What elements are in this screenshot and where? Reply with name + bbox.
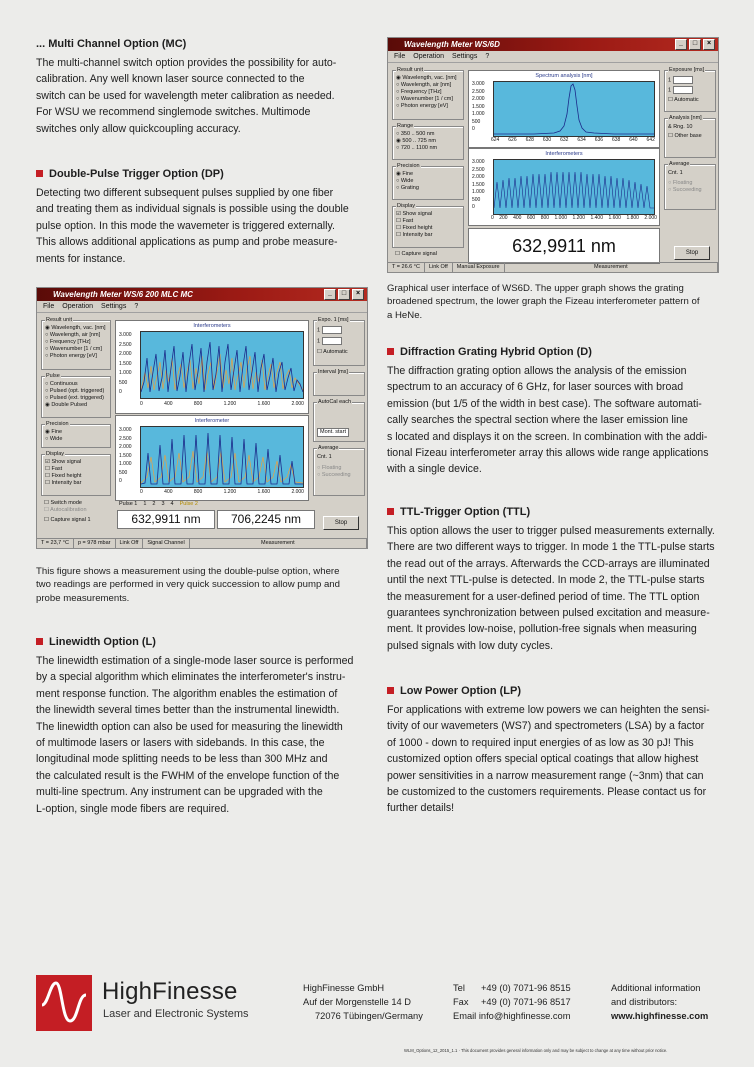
spectrum-peak [494,82,654,136]
window-titlebar: Wavelength Meter WS/6 200 MLC MC _ □ × [37,288,367,301]
document-footnote: WLM_Options_12_2015_1.1 · This document provides general information only and may be subject to change at any time without prior notice. [404,1048,668,1053]
caption-ws6d: Graphical user interface of WS6D. The upper graph shows the grating broadened spectrum, the lower graph the Fizeau interferometer pattern of a HeNe. [387,283,700,321]
bullet-square-icon [387,348,394,355]
company-address: HighFinesse GmbH Auf der Morgenstelle 14 D 72076 Tübingen/Germany [303,983,423,1021]
section-title: Double-Pulse Trigger Option (DP) [36,167,366,182]
group-result-unit: Result unit ◉ Wavelength, vac. [nm] ○ Wavelength, air [nm] ○ Frequency [THz] ○ Wavenumber [1 / cm] ○ Photon energy [eV] [41,320,111,370]
bullet-square-icon [36,638,43,645]
group-average: Average Cnt. 1 ○ Floating ○ Succeeding [313,448,365,496]
caption-double-pulse: This figure shows a measurement using the double-pulse option, where two readings are performed in very quick succession to allow pump and probe measurements. [36,566,340,604]
plot-spectrum-analysis: Spectrum analysis [nm] 3.000 2.500 2.000 1.500 1.000 500 0 624 626 628 630 632 634 636 638 640 642 [468,70,660,148]
window-titlebar: Wavelength Meter WS/6D _ □ × [388,38,718,51]
section-title: TTL-Trigger Option (TTL) [387,505,727,520]
section-title: Low Power Option (LP) [387,684,727,699]
close-icon: × [703,39,715,50]
menu-bar: File Operation Settings ? [388,51,718,63]
group-result-unit: Result unit ◉ Wavelength, vac. [nm] ○ Wavelength, air [nm] ○ Frequency [THz] ○ Wavenumber [1 / cm] ○ Photon energy [eV] [392,70,464,120]
fizeau-pattern [494,160,654,214]
email-link[interactable]: info@highfinesse.com [478,1011,571,1021]
minimize-icon: _ [324,289,336,300]
section-body: Detecting two different subsequent pulses supplied by one fiber and treating them as individual signals is possible using the double pulse option. In this mode the wavemeter is triggered externally. This allows additional applications as pump and probe measure- ments for instance. [36,187,349,265]
plot-interferometer: Interferometer 3.000 2.500 2.000 1.500 1.000 500 0 0 400 800 1.200 1.600 2.000 [115,415,309,501]
wavelength-readout: 632,9911 nm [468,228,660,264]
group-precision: Precision ◉ Fine ○ Wide ○ Grating [392,166,464,200]
section-low-power [387,684,727,817]
readout-pulse-1: 632,9911 nm [117,510,215,529]
brand-name: HighFinesse [102,978,238,1005]
group-analysis: Analysis [nm] & Rng. 10 ☐ Other base [664,118,716,158]
group-average: Average Cnt. 1 ○ Floating ○ Succeeding [664,164,716,210]
bullet-square-icon [387,687,394,694]
section-dp [36,167,366,267]
website-link[interactable]: www.highfinesse.com [611,1011,709,1021]
section-linewidth [36,635,371,817]
group-precision: Precision ◉ Fine ○ Wide [41,424,111,448]
interference-signal [141,332,303,398]
plot-interferometers: Interferometers 3.000 2.500 2.000 1.500 1.000 500 0 0 200 400 600 800 1.000 1.200 1.400 1.600 1.800 2.000 [468,148,660,226]
group-expo: Expo. 1 [ms] 1 1 ☐ Automatic [313,320,365,366]
pulse-selector-row: Pulse 1 1 2 3 4 Pulse 2 [119,501,198,507]
bullet-square-icon [387,508,394,515]
maximize-icon: □ [338,289,350,300]
brand-tagline: Laser and Electronic Systems [103,1008,249,1020]
status-bar: T = 26.6 °C Link Off Manual Exposure Measurement [388,262,718,272]
group-range: Range ○ 350 .. 500 nm ◉ 500 .. 725 nm ○ 720 .. 1100 nm [392,126,464,160]
bullet-square-icon [36,170,43,177]
plot-area [140,331,304,399]
readout-pulse-2: 706,2245 nm [217,510,315,529]
company-contact: Tel +49 (0) 7071-96 8515 Fax +49 (0) 7071-96 8517 Email info@highfinesse.com [453,983,571,1021]
menu-bar: File Operation Settings ? [37,301,367,313]
section-body: For applications with extreme low powers we can heighten the sensi- tivity of our wavemeters (WS7) and spectrometers (LSA) by a factor of 1000 - down to required input energies of as low as 30 pJ! This customized option offers special optical coatings that allow highest power sensitivities in a narrow measurement range (~3nm) that can be customized to the customers requirements. Please contact us for further details! [387,704,710,815]
section-title: Linewidth Option (L) [36,635,371,650]
section-body: The linewidth estimation of a single-mode laser source is performed by a special algorithm which eliminates the interferometer's instru- ment response function. The algorithm enables the estimation of the linewidth several times better than the instrumental linewidth. The linewidth option can also be used for measuring the linewidth of multimode lasers or lasers with sidebands. In this case, the longitudinal mode splitting needs to be less than 300 MHz and the calculated result is the FWHM of the envelope function of the multi-line spectrum. Any instrument can be upgraded with the L-option, single mode fibers are required. [36,655,354,815]
section-title: ... Multi Channel Option (MC) [36,38,187,50]
minimize-icon: _ [675,39,687,50]
section-ttl-trigger [387,505,727,654]
plot-area [493,81,655,137]
section-body: The multi-channel switch option provides the possibility for auto- calibration. Any well known laser source connected to the switch can be used for wavelength meter calibration as needed. For WSU we recommend singlemode switches. Multimode switches only allow quickcoupling accuracy. [36,57,337,135]
screenshot-double-pulse [36,287,368,549]
group-interval: Interval [ms] [313,372,365,396]
section-body: The diffraction grating option allows the analysis of the emission spectrum to an accuracy of 6 GHz, for laser sources with broad emission (but 1/5 of the width in best case). The software automati- cally searches the spectral section where the laser emission line s located and displays it on the screen. In combination with the addi- tional Fizeau interferometer array this allows wide range applications with a single device. [387,365,709,476]
stop-button[interactable]: Stop [674,246,710,260]
group-autocal: AutoCal each Mont. start [313,402,365,442]
group-exposure: Exposure [ms] 1 1 ☐ Automatic [664,70,716,112]
close-icon: × [352,289,364,300]
capture-signal-checkbox[interactable]: ☐ Capture signal [395,251,437,257]
plot-area [493,159,655,215]
screenshot-ws6d [387,37,719,273]
switch-options: ☐ Switch mode ☐ Autocalibration ☐ Capture signal 1 [44,500,91,523]
group-display: Display ☑ Show signal ☐ Fast ☐ Fixed height ☐ Intensity bar [392,206,464,248]
stop-button[interactable]: Stop [323,516,359,530]
group-pulse: Pulse ○ Continuous ○ Pulsed (opt. triggered) ○ Pulsed (ext. triggered) ◉ Double Pulsed [41,376,111,418]
plot-area [140,426,304,488]
fringe-pattern [141,427,303,487]
additional-info: Additional information and distributors: www.highfinesse.com [611,983,709,1021]
left-top-text [36,37,366,267]
status-bar: T = 23,7 °C p = 978 mbar Link Off Signal Channel Measurement [37,538,367,548]
group-display: Display ☑ Show signal ☐ Fast ☐ Fixed height ☐ Intensity bar [41,454,111,496]
section-title: Diffraction Grating Hybrid Option (D) [387,345,727,360]
plot-interferometers: Interferometers 3.000 2.500 2.000 1.500 1.000 500 0 0 400 800 1.200 1.600 2.000 [115,320,309,414]
section-body: This option allows the user to trigger pulsed measurements externally. There are two different ways to trigger. In mode 1 the TTL-pulse starts the read out of the arrays. Afterwards the CCD-arrays are illuminated until the next TTL-pulse is detected. In mode 2, the TTL-pulse starts the measurement for a user-defined period of time. The TTL option guarantees synchronization between pulsed excitation and measure- ment. It provides low-noise, pollution-free signals when measuring pulsed signals with low duty cycles. [387,525,715,652]
highfinesse-logo-icon [36,975,92,1031]
maximize-icon: □ [689,39,701,50]
section-mc [36,37,366,137]
section-diffraction-grating [387,345,727,478]
